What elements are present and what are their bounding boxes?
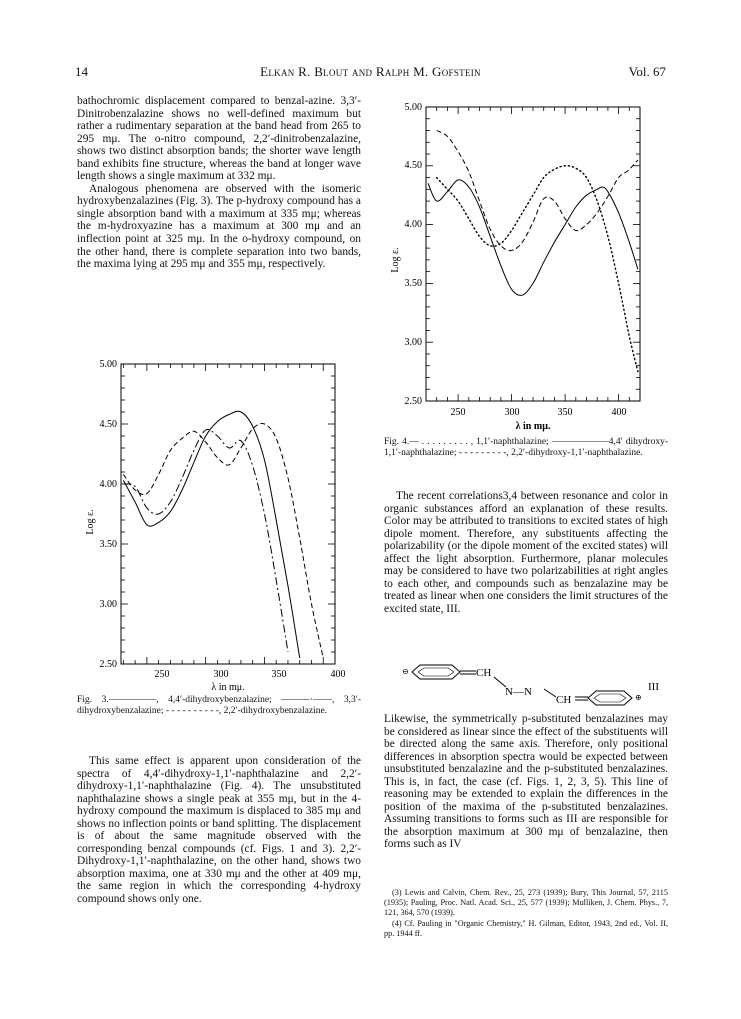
right-column-text-1 — [384, 490, 668, 615]
y-tick-label: 5.00 — [99, 359, 117, 370]
x-axis-label: λ in mμ. — [515, 421, 551, 432]
structure-ch-right: CH — [556, 694, 572, 706]
y-tick-label: 4.00 — [99, 479, 117, 490]
paragraph: Analogous phenomena are observed with the isomeric hydroxybenzalazines (Fig. 3). The p-hydroxy compound has a single absorption band with a maximum at 335 mμ; whereas the m-hydroxyazine has a maximum at 300 mμ and an inflection point at 325 mμ. In the o-hydroxy compound, on the other hand, there is complete separation into two bands, the maxima lying at 295 mμ and 355 mμ, respectively. — [77, 182, 361, 271]
structure-ch-left: CH — [476, 667, 492, 679]
paragraph: The recent correlations3,4 between resonance and color in organic substances afford an explanation of these results. Color may be attributed to transitions to excited states of high dipole moment. Therefore, any substituents affecting the polarizability (or the dipole moment of the excited states) will affect the light absorption. Furthermore, planar molecules may be considered to have two polarizabilities at right angles to each other, and compounds such as benzalazine may be treated as linear when one considers the limit structures of the excited state, III. — [384, 490, 668, 615]
series-line-2 — [428, 180, 638, 296]
figure-4-chart — [384, 95, 674, 435]
tick-marks — [121, 364, 335, 664]
series-group — [123, 411, 323, 658]
y-axis-label: Log ε. — [390, 247, 401, 273]
benzene-ring-left — [412, 665, 460, 679]
plot-frame — [121, 364, 335, 664]
benzene-ring-right — [588, 691, 632, 705]
figure-3-chart — [77, 352, 361, 692]
structure-iii-diagram — [398, 662, 668, 706]
y-tick-label: 2.50 — [404, 396, 422, 407]
y-tick-label: 2.50 — [99, 659, 117, 670]
y-tick-label: 4.50 — [99, 419, 117, 430]
paragraph: bathochromic displacement compared to benzal-azine. 3,3′-Dinitrobenzalazine shows no well-defined maximum but rather a rudimentary separation at the band head from 265 to 295 mμ. The o-nitro compound, 2,2′-dinitrobenzalazine, shows two distinct absorption bands; the shorter wave length band exhibits fine structure, whereas the band at longer wave length shows a single maximum at 332 mμ. — [77, 95, 361, 183]
figure-4-caption: Fig. 4.— . . . . . . . . . , 1,1′-naphthalazine; ——————4,4′ dihydroxy-1,1′-naphthalazine; - - - - - - - - -, 2,2′-dihydroxy-1,1′-naphthalazine. — [384, 437, 668, 459]
volume-label: Vol. 67 — [628, 64, 666, 79]
footnote: (4) Cf. Pauling in "Organic Chemistry," H. Gilman, Editor, 1943, 2nd ed., Vol. II, pp. 1944 ff. — [384, 918, 668, 938]
y-tick-label: 3.50 — [404, 278, 422, 289]
paragraph: Likewise, the symmetrically p-substituted benzalazines may be considered as linear since the effect of the substituents will be directed along the same axis. Therefore, only positional differences in absorption spectra would be expected between unsubstituted benzalazine and the p-substituted benzalazines. This is, in fact, the case (cf. Figs. 1, 2, 3, 5). This line of reasoning may be extended to explain the differences in the position of the maxima of the p-substituted benzalazines. Assuming transitions to forms such as III are responsible for the absorption maximum at 300 mμ of benzalazine, then forms such as IV — [384, 713, 668, 851]
y-tick-label: 5.00 — [404, 102, 422, 113]
y-tick-label: 3.00 — [404, 337, 422, 348]
structure-nn: N—N — [505, 686, 532, 698]
x-tick-label: 400 — [611, 407, 627, 418]
running-header-authors: Elkan R. Blout and Ralph M. Gofstein — [260, 64, 481, 79]
left-column-top-text — [77, 95, 361, 271]
figure-3-caption: Fig. 3.—————, 4,4′-dihydroxybenzalazine; ———·——, 3,3′-dihydroxybenzalazine; - - - - - - - - - -, 2,2′-dihydroxybenzalazine. — [77, 695, 361, 717]
x-tick-label: 350 — [557, 407, 573, 418]
x-tick-labels — [451, 407, 627, 418]
y-tick-label: 3.50 — [99, 539, 117, 550]
series-group — [428, 131, 638, 372]
plot-frame — [426, 107, 640, 401]
right-column-text-2 — [384, 713, 668, 851]
y-tick-labels — [405, 102, 423, 407]
y-tick-label: 3.00 — [99, 599, 117, 610]
x-tick-label: 400 — [330, 669, 346, 680]
y-tick-labels — [100, 359, 118, 670]
x-tick-label: 300 — [504, 407, 520, 418]
series-line-2 — [123, 429, 288, 652]
x-tick-label: 250 — [154, 669, 170, 680]
structure-label: III — [648, 681, 659, 693]
series-line-1 — [123, 411, 299, 658]
tick-marks — [426, 107, 640, 401]
y-tick-label: 4.00 — [404, 219, 422, 230]
y-axis-label: Log ε. — [85, 509, 96, 535]
x-tick-label: 250 — [450, 407, 466, 418]
footnote: (3) Lewis and Calvin, Chem. Rev., 25, 273 (1939); Bury, This Journal, 57, 2115 (1935); Pauling, Proc. Natl. Acad. Sci., 25, 577 (1939); Mulliken, J. Chem. Phys., 7, 121, 364, 570 (1939). — [384, 888, 668, 918]
x-tick-labels — [155, 669, 346, 680]
x-tick-label: 350 — [271, 669, 287, 680]
charge-minus-label: ⊖ — [402, 667, 409, 676]
left-column-bottom-text — [77, 755, 361, 906]
y-tick-label: 4.50 — [404, 160, 422, 171]
x-tick-label: 300 — [213, 669, 229, 680]
charge-plus-label: ⊕ — [635, 693, 642, 702]
series-line-3 — [123, 423, 323, 658]
x-axis-label: λ in mμ. — [211, 682, 245, 692]
paragraph: This same effect is apparent upon consideration of the spectra of 4,4′-dihydroxy-1,1′-naphthalazine and 2,2′-dihydroxy-1,1′-naphthalazine (Fig. 4). The unsubstituted naphthalazine shows a single peak at 355 mμ, but in the 4-hydroxy compound the maximum is displaced to 385 mμ and shows no inflection points or band splitting. The displacement is of about the same magnitude observed with the corresponding benzal compounds (cf. Figs. 1 and 3). 2,2′-Dihydroxy-1,1′-naphthalazine, on the other hand, shows two absorption maxima, one at 330 mμ and the other at 409 mμ, the same region in which the corresponding 4-hydroxy compound shows only one. — [77, 755, 361, 906]
page-number: 14 — [75, 64, 88, 79]
footnote-references — [384, 888, 668, 939]
